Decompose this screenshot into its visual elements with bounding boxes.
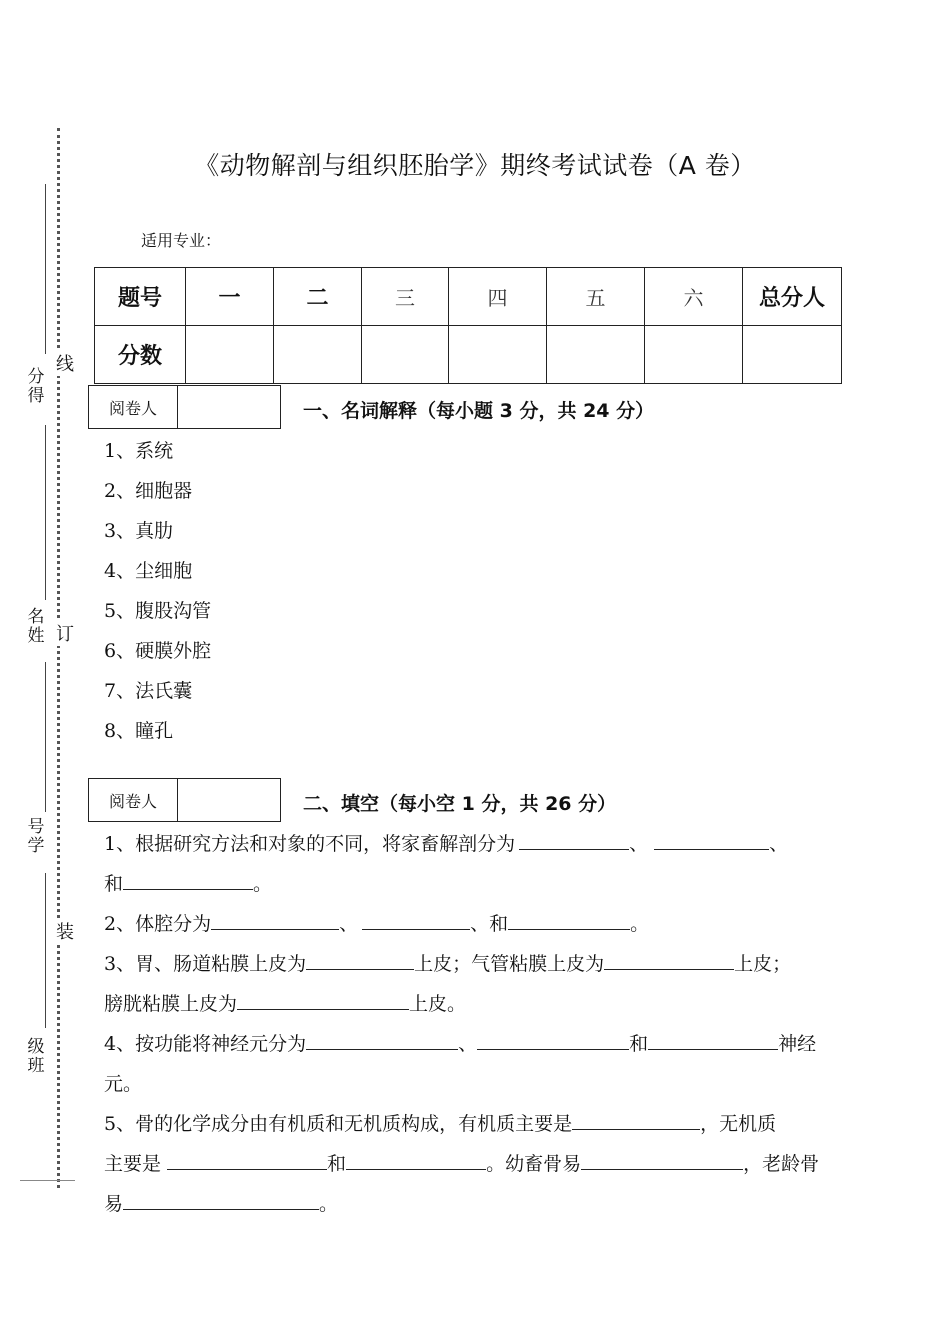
grader-label: 阅卷人 [89,386,178,428]
answer-blank[interactable] [123,871,253,890]
header-cell: 四 [449,268,547,326]
list-item: 2、细胞器 [104,480,193,502]
score-cell[interactable] [547,326,645,384]
fill-question-3: 3、胃、肠道粘膜上皮为 上皮；气管粘膜上皮为 上皮； [104,953,792,975]
fill-question-3-cont: 膀胱粘膜上皮为 上皮。 [104,993,467,1015]
answer-blank[interactable] [123,1191,319,1210]
exam-title: 《动物解剖与组织胚胎学》期终考试试卷（A 卷） [194,151,756,180]
list-item: 7、法氏囊 [104,680,193,702]
answer-blank[interactable] [211,911,339,930]
fill-question-5-cont: 主要是 和 。幼畜骨易 ，老龄骨 [104,1153,820,1175]
section1-heading: 一、名词解释（每小题 3 分，共 24 分） [303,400,655,422]
grader-label: 阅卷人 [89,779,178,821]
answer-blank[interactable] [306,1031,458,1050]
answer-blank[interactable] [581,1151,743,1170]
margin-label-name: 名姓 [27,607,45,646]
answer-blank[interactable] [648,1031,778,1050]
score-cell[interactable] [186,326,274,384]
margin-line [45,425,46,600]
header-cell: 一 [186,268,274,326]
score-cell[interactable] [449,326,547,384]
header-cell: 总分人 [743,268,842,326]
major-label: 适用专业： [141,231,222,250]
header-cell: 六 [645,268,743,326]
margin-label-id: 号学 [27,817,45,856]
fill-question-4-cont: 元。 [104,1073,143,1095]
fill-question-5-cont2: 易 。 [104,1193,339,1215]
list-item: 4、尘细胞 [104,560,193,582]
binding-dotted-line [57,128,60,1188]
score-table-header-row [95,268,842,326]
header-cell: 五 [547,268,645,326]
score-cell[interactable] [743,326,842,384]
answer-blank[interactable] [306,951,414,970]
section2-heading: 二、填空（每小空 1 分，共 26 分） [303,793,617,815]
margin-char-line: 线 [55,350,75,376]
score-cell[interactable] [362,326,449,384]
margin-char-pack: 装 [55,918,75,944]
score-table [94,267,842,384]
answer-blank[interactable] [604,951,734,970]
margin-label-class: 级班 [27,1037,45,1076]
answer-blank[interactable] [654,831,769,850]
answer-blank[interactable] [167,1151,327,1170]
list-item: 6、硬膜外腔 [104,640,212,662]
answer-blank[interactable] [362,911,470,930]
fill-question-1: 1、根据研究方法和对象的不同，将家畜解剖分为 、 、 [104,833,789,855]
fill-question-5: 5、骨的化学成分由有机质和无机质构成，有机质主要是 ，无机质 [104,1113,777,1135]
score-row-label: 分数 [95,326,186,384]
grader-signature-field[interactable] [178,386,280,428]
list-item: 3、真肋 [104,520,174,542]
margin-line [45,184,46,354]
margin-label-score: 分得 [27,367,45,406]
header-cell: 二 [274,268,362,326]
list-item: 8、瞳孔 [104,720,174,742]
grader-signature-field[interactable] [178,779,280,821]
margin-line [45,662,46,812]
answer-blank[interactable] [477,1031,629,1050]
score-table-score-row [95,326,842,384]
score-cell[interactable] [645,326,743,384]
grader-box-1 [88,385,281,429]
answer-blank[interactable] [508,911,630,930]
fill-question-4: 4、按功能将神经元分为 、 和 神经 [104,1033,817,1055]
header-cell: 三 [362,268,449,326]
header-cell: 题号 [95,268,186,326]
answer-blank[interactable] [572,1111,700,1130]
answer-blank[interactable] [237,991,409,1010]
fill-question-2: 2、体腔分为 、 、和 。 [104,913,650,935]
margin-bottom-line [20,1180,75,1181]
score-cell[interactable] [274,326,362,384]
margin-line [45,873,46,1028]
answer-blank[interactable] [346,1151,486,1170]
grader-box-2 [88,778,281,822]
answer-blank[interactable] [519,831,629,850]
list-item: 1、系统 [104,440,174,462]
list-item: 5、腹股沟管 [104,600,212,622]
margin-char-bind: 订 [55,620,75,646]
fill-question-1-cont: 和 。 [104,873,273,895]
